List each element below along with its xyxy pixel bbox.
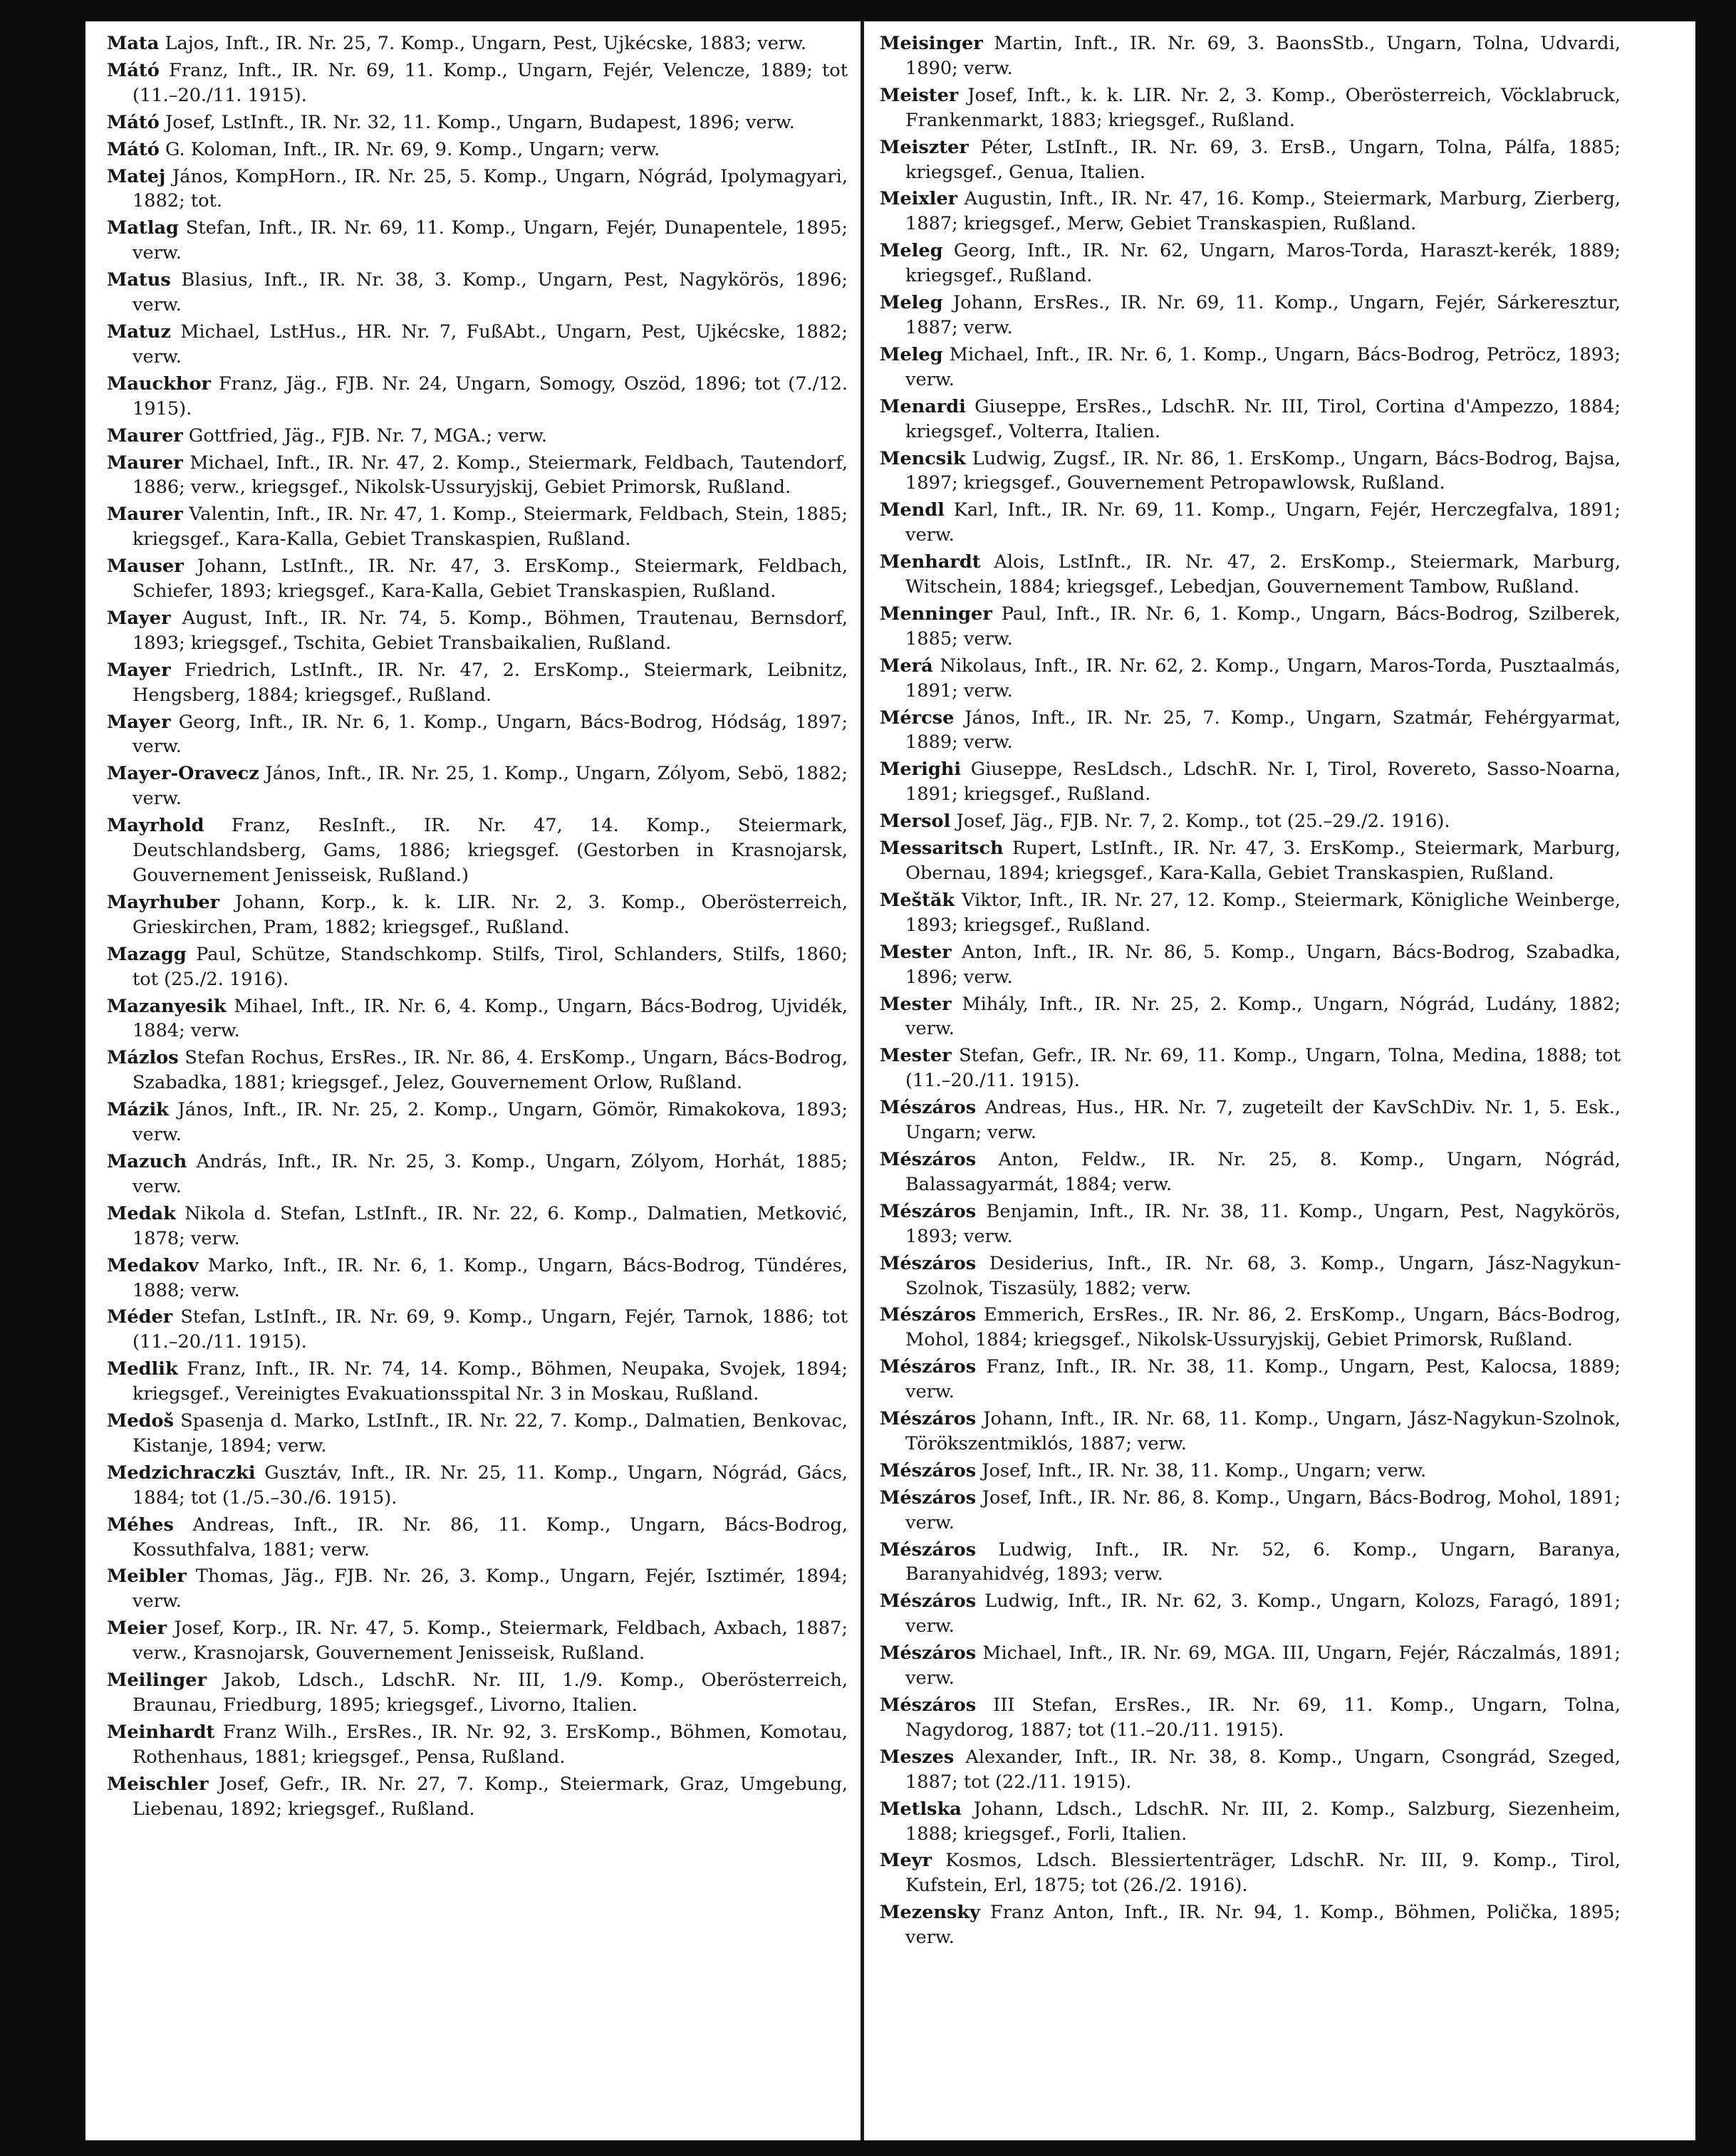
casualty-entry — [107, 1513, 848, 1563]
casualty-entry — [880, 447, 1621, 496]
entry-details: Anton, Feldw., IR. Nr. 25, 8. Komp., Ungarn, Nógrád, Balassagyarmát, 1884; verw. — [905, 1148, 1621, 1195]
entry-surname: Metlska — [880, 1798, 962, 1820]
entry-surname: Maurer — [107, 504, 183, 526]
casualty-entry — [880, 1848, 1621, 1898]
entry-surname: Matej — [107, 165, 166, 187]
casualty-entry — [880, 1589, 1621, 1639]
casualty-entry — [107, 1046, 848, 1095]
entry-details: Georg, Inft., IR. Nr. 6, 1. Komp., Ungarn, Bács-Bodrog, Hódság, 1897; verw. — [132, 711, 848, 758]
entry-details: Josef, Inft., k. k. LIR. Nr. 2, 3. Komp., Oberösterreich, Vöcklabruck, Frankenmarkt, 1883; kriegsgef., Rußland. — [905, 84, 1621, 131]
entry-details: Viktor, Inft., IR. Nr. 27, 12. Komp., Steiermark, Königliche Weinberge, 1893; kriegsgef., Rußland. — [905, 889, 1621, 936]
casualty-entry — [107, 372, 848, 422]
entry-details: János, Inft., IR. Nr. 25, 2. Komp., Ungarn, Gömör, Rimakokova, 1893; verw. — [132, 1099, 848, 1146]
casualty-entry — [107, 1098, 848, 1147]
casualty-entry — [107, 1409, 848, 1459]
entry-surname: Meiszter — [880, 136, 969, 158]
entry-surname: Mészáros — [880, 1538, 977, 1561]
entry-details: Ludwig, Inft., IR. Nr. 52, 6. Komp., Ungarn, Baranya, Baranyahidvég, 1893; verw. — [905, 1538, 1621, 1585]
casualty-entry — [880, 1303, 1621, 1353]
casualty-entry — [880, 1693, 1621, 1743]
entry-details: Desiderius, Inft., IR. Nr. 68, 3. Komp., Ungarn, Jász-Nagykun-Szolnok, Tiszasüly, 1882; verw. — [905, 1252, 1621, 1299]
casualty-entry — [107, 268, 848, 318]
casualty-entry — [880, 1641, 1621, 1691]
entry-details: Franz, Inft., IR. Nr. 74, 14. Komp., Böhmen, Neupaka, Svojek, 1894; kriegsgef., Vereinigtes Evakuationsspital Nr. 3 in Moskau, Rußland. — [132, 1358, 848, 1405]
entry-details: Ludwig, Zugsf., IR. Nr. 86, 1. ErsKomp., Ungarn, Bács-Bodrog, Bajsa, 1897; kriegsgef., Gouvernement Petropawlowsk, Rußland. — [905, 447, 1621, 494]
entry-surname: Meyr — [880, 1850, 932, 1872]
entry-details: Franz, Inft., IR. Nr. 69, 11. Komp., Ungarn, Fejér, Velencze, 1889; tot (11.–20./11. 1915). — [132, 59, 848, 106]
casualty-entry — [107, 1668, 848, 1718]
entry-details: Johann, ErsRes., IR. Nr. 69, 11. Komp., Ungarn, Fejér, Sárkeresztur, 1887; verw. — [905, 292, 1621, 338]
casualty-entry — [880, 498, 1621, 548]
entry-details: Marko, Inft., IR. Nr. 6, 1. Komp., Ungarn, Bács-Bodrog, Tündéres, 1888; verw. — [132, 1254, 848, 1301]
casualty-entry — [880, 550, 1621, 600]
entry-details: Franz Anton, Inft., IR. Nr. 94, 1. Komp., Böhmen, Polička, 1895; verw. — [905, 1902, 1621, 1949]
entry-surname: Mészáros — [880, 1252, 977, 1274]
entry-details: Stefan, Gefr., IR. Nr. 69, 11. Komp., Ungarn, Tolna, Medina, 1888; tot (11.–20./11. 1915). — [905, 1045, 1621, 1092]
casualty-entry — [107, 942, 848, 992]
entry-surname: Mészáros — [880, 1148, 977, 1170]
entry-surname: Mezensky — [880, 1902, 981, 1924]
entry-details: August, Inft., IR. Nr. 74, 5. Komp., Böhmen, Trautenau, Bernsdorf, 1893; kriegsgef., Tschita, Gebiet Transbaikalien, Rußland. — [132, 607, 848, 654]
entry-surname: Mészáros — [880, 1590, 977, 1613]
entry-surname: Mayer-Oravecz — [107, 763, 259, 785]
entry-surname: Mázik — [107, 1099, 169, 1121]
casualty-entry — [107, 58, 848, 108]
entry-surname: Mencsik — [880, 447, 966, 469]
entry-details: Giuseppe, ResLdsch., LdschR. Nr. I, Tirol, Rovereto, Sasso-Noarna, 1891; kriegsgef., Rußland. — [905, 759, 1621, 806]
casualty-entry — [107, 320, 848, 370]
entry-surname: Mayrhold — [107, 815, 204, 837]
entry-details: Johann, Ldsch., LdschR. Nr. III, 2. Komp., Salzburg, Siezenheim, 1888; kriegsgef., Forli, Italien. — [905, 1798, 1621, 1845]
entry-surname: Messaritsch — [880, 838, 1004, 860]
entry-surname: Mayrhuber — [107, 891, 220, 913]
entry-surname: Mészáros — [880, 1200, 977, 1222]
entry-surname: Mayer — [107, 659, 171, 681]
entry-surname: Meibler — [107, 1566, 187, 1588]
entry-surname: Mendl — [880, 499, 945, 521]
entry-surname: Medoš — [107, 1410, 174, 1432]
casualty-entry — [880, 187, 1621, 236]
casualty-entry — [880, 1251, 1621, 1301]
casualty-entry — [880, 1797, 1621, 1847]
entry-surname: Mauser — [107, 556, 184, 578]
entry-details: Blasius, Inft., IR. Nr. 38, 3. Komp., Ungarn, Pest, Nagykörös, 1896; verw. — [132, 269, 848, 316]
casualty-entry — [107, 761, 848, 811]
entry-surname: Matuz — [107, 321, 171, 343]
entry-details: Franz, ResInft., IR. Nr. 47, 14. Komp., Steiermark, Deutschlandsberg, Gams, 1886; kriegsgef. (Gestorben in Krasnojarsk, Gouvernement Jenisseisk, Rußland.) — [132, 815, 848, 886]
casualty-entry — [107, 994, 848, 1044]
casualty-entry — [880, 291, 1621, 340]
entry-details: Michael, Inft., IR. Nr. 69, MGA. III, Ungarn, Fejér, Ráczalmás, 1891; verw. — [905, 1642, 1621, 1689]
casualty-entry — [880, 1900, 1621, 1950]
entry-details: Josef, Jäg., FJB. Nr. 7, 2. Komp., tot (25.–29./2. 1916). — [956, 811, 1450, 833]
entry-details: Michael, Inft., IR. Nr. 6, 1. Komp., Ungarn, Bács-Bodrog, Petröcz, 1893; verw. — [905, 343, 1621, 390]
entry-surname: Mészáros — [880, 1408, 977, 1430]
casualty-entry — [107, 110, 848, 135]
casualty-entry — [880, 239, 1621, 288]
entry-surname: Maurer — [107, 452, 183, 474]
entry-details: Josef, LstInft., IR. Nr. 32, 11. Komp., Ungarn, Budapest, 1896; verw. — [165, 111, 795, 133]
entry-surname: Mátó — [107, 111, 160, 133]
entry-surname: Medak — [107, 1202, 176, 1224]
casualty-entry — [107, 554, 848, 604]
entry-surname: Meinhardt — [107, 1721, 215, 1743]
casualty-entry — [880, 836, 1621, 886]
casualty-entry — [880, 940, 1621, 990]
entry-surname: Merá — [880, 655, 933, 677]
casualty-entry — [880, 809, 1621, 834]
entry-details: János, KompHorn., IR. Nr. 25, 5. Komp., Ungarn, Nógrád, Ipolymagyari, 1882; tot. — [132, 165, 848, 212]
casualty-entry — [880, 31, 1621, 81]
entry-details: Johann, Inft., IR. Nr. 68, 11. Komp., Ungarn, Jász-Nagykun-Szolnok, Törökszentmiklós, 1887; verw. — [905, 1408, 1621, 1454]
casualty-entry — [107, 424, 848, 449]
entry-details: János, Inft., IR. Nr. 25, 1. Komp., Ungarn, Zólyom, Sebö, 1882; verw. — [132, 763, 848, 810]
entry-details: Rupert, LstInft., IR. Nr. 47, 3. ErsKomp., Steiermark, Marburg, Obernau, 1894; kriegsgef., Kara-Kalla, Gebiet Transkaspien, Rußland. — [905, 838, 1621, 884]
entry-details: Stefan, LstInft., IR. Nr. 69, 9. Komp., Ungarn, Fejér, Tarnok, 1886; tot (11.–20./11. 1915). — [132, 1306, 848, 1353]
entry-details: Franz, Jäg., FJB. Nr. 24, Ungarn, Somogy, Oszöd, 1896; tot (7./12. 1915). — [132, 373, 848, 420]
casualty-entry — [880, 1538, 1621, 1588]
entry-details: Ludwig, Inft., IR. Nr. 62, 3. Komp., Ungarn, Kolozs, Faragó, 1891; verw. — [905, 1590, 1621, 1637]
entry-details: G. Koloman, Inft., IR. Nr. 69, 9. Komp., Ungarn; verw. — [165, 138, 660, 160]
entry-surname: Mester — [880, 1045, 952, 1067]
casualty-entry — [107, 1150, 848, 1199]
right-column — [880, 31, 1621, 1952]
casualty-entry — [880, 135, 1621, 185]
entry-surname: Mayer — [107, 607, 171, 629]
entry-details: Josef, Korp., IR. Nr. 47, 5. Komp., Steiermark, Feldbach, Axbach, 1887; verw., Krasnojarsk, Gouvernement Jenisseisk, Rußland. — [132, 1618, 848, 1665]
entry-details: András, Inft., IR. Nr. 25, 3. Komp., Ungarn, Zólyom, Horhát, 1885; verw. — [132, 1150, 848, 1197]
casualty-entry — [880, 1355, 1621, 1405]
entry-details: Josef, Inft., IR. Nr. 86, 8. Komp., Ungarn, Bács-Bodrog, Mohol, 1891; verw. — [905, 1486, 1621, 1533]
casualty-entry — [880, 654, 1621, 704]
entry-details: Paul, Inft., IR. Nr. 6, 1. Komp., Ungarn, Bács-Bodrog, Szilberek, 1885; verw. — [905, 603, 1621, 650]
entry-surname: Meleg — [880, 240, 943, 262]
entry-surname: Meischler — [107, 1773, 209, 1795]
entry-details: Michael, Inft., IR. Nr. 47, 2. Komp., Steiermark, Feldbach, Tautendorf, 1886; verw., kriegsgef., Nikolsk-Ussuryjskij, Gebiet Primorsk, Rußland. — [132, 452, 848, 499]
casualty-entry — [880, 83, 1621, 133]
casualty-entry — [107, 31, 848, 56]
casualty-entry — [880, 757, 1621, 807]
entry-surname: Meštăk — [880, 889, 955, 911]
entry-surname: Mércse — [880, 707, 955, 729]
entry-details: Johann, Korp., k. k. LIR. Nr. 2, 3. Komp., Oberösterreich, Grieskirchen, Pram, 1882; kriegsgef., Rußland. — [132, 891, 848, 938]
entry-details: Nikolaus, Inft., IR. Nr. 62, 2. Komp., Ungarn, Maros-Torda, Pusztaalmás, 1891; verw. — [905, 655, 1621, 702]
entry-surname: Maurer — [107, 425, 183, 447]
casualty-entry — [107, 1305, 848, 1355]
entry-surname: Meier — [107, 1618, 167, 1640]
entry-surname: Matus — [107, 269, 171, 291]
entry-details: Alois, LstInft., IR. Nr. 47, 2. ErsKomp., Steiermark, Marburg, Witschein, 1884; kriegsgef., Lebedjan, Gouvernement Tambow, Rußland. — [905, 551, 1621, 598]
entry-details: Jakob, Ldsch., LdschR. Nr. III, 1./9. Komp., Oberösterreich, Braunau, Friedburg, 1895; kriegsgef., Livorno, Italien. — [132, 1670, 848, 1716]
entry-details: Georg, Inft., IR. Nr. 62, Ungarn, Maros-Torda, Haraszt-kerék, 1889; kriegsgef., Rußland. — [905, 240, 1621, 287]
casualty-entry — [880, 706, 1621, 756]
casualty-entry — [880, 1407, 1621, 1457]
entry-details: Spasenja d. Marko, LstInft., IR. Nr. 22, 7. Komp., Dalmatien, Benkovac, Kistanje, 1894; verw. — [132, 1410, 848, 1457]
entry-details: Josef, Gefr., IR. Nr. 27, 7. Komp., Steiermark, Graz, Umgebung, Liebenau, 1892; kriegsgef., Rußland. — [132, 1773, 848, 1820]
entry-details: Mihály, Inft., IR. Nr. 25, 2. Komp., Ungarn, Nógrád, Ludány, 1882; verw. — [905, 993, 1621, 1040]
left-column — [107, 31, 848, 1824]
casualty-entry — [880, 1147, 1621, 1197]
casualty-entry — [107, 1202, 848, 1251]
casualty-entry — [880, 1095, 1621, 1145]
entry-surname: Menninger — [880, 603, 992, 625]
casualty-entry — [107, 710, 848, 760]
casualty-entry — [107, 890, 848, 940]
entry-details: Andreas, Hus., HR. Nr. 7, zugeteilt der KavSchDiv. Nr. 1, 5. Esk., Ungarn; verw. — [905, 1097, 1621, 1144]
casualty-entry — [107, 1461, 848, 1511]
casualty-entry — [880, 1745, 1621, 1795]
entry-surname: Mészáros — [880, 1642, 977, 1665]
casualty-entry — [107, 502, 848, 552]
entry-details: III Stefan, ErsRes., IR. Nr. 69, 11. Komp., Ungarn, Tolna, Nagydorog, 1887; tot (11.–20./11. 1915). — [905, 1694, 1621, 1741]
entry-details: Mihael, Inft., IR. Nr. 6, 4. Komp., Ungarn, Bács-Bodrog, Ujvidék, 1884; verw. — [132, 995, 848, 1042]
casualty-entry — [880, 992, 1621, 1042]
entry-details: Augustin, Inft., IR. Nr. 47, 16. Komp., Steiermark, Marburg, Zierberg, 1887; kriegsgef., Merw, Gebiet Transkaspien, Rußland. — [905, 188, 1621, 235]
casualty-entry — [880, 343, 1621, 392]
casualty-entry — [880, 602, 1621, 652]
entry-surname: Mészáros — [880, 1486, 977, 1509]
casualty-entry — [107, 658, 848, 708]
entry-details: Gusztáv, Inft., IR. Nr. 25, 11. Komp., Ungarn, Nógrád, Gács, 1884; tot (1./5.–30./6. 1915). — [132, 1462, 848, 1509]
entry-surname: Meszes — [880, 1746, 955, 1768]
entry-surname: Mester — [880, 993, 952, 1015]
casualty-entry — [107, 1254, 848, 1303]
entry-details: Péter, LstInft., IR. Nr. 69, 3. ErsB., Ungarn, Tolna, Pálfa, 1885; kriegsgef., Genua, Italien. — [905, 136, 1621, 183]
casualty-entry — [107, 1357, 848, 1407]
entry-surname: Meixler — [880, 188, 958, 210]
entry-details: Stefan Rochus, ErsRes., IR. Nr. 86, 4. ErsKomp., Ungarn, Bács-Bodrog, Szabadka, 1881; kriegsgef., Jelez, Gouvernement Orlow, Rußland. — [132, 1047, 848, 1094]
entry-surname: Mészáros — [880, 1356, 977, 1378]
entry-surname: Mészáros — [880, 1097, 977, 1119]
entry-details: Lajos, Inft., IR. Nr. 25, 7. Komp., Ungarn, Pest, Ujkécske, 1883; verw. — [165, 33, 807, 54]
entry-surname: Meleg — [880, 343, 943, 365]
entry-details: Giuseppe, ErsRes., LdschR. Nr. III, Tirol, Cortina d'Ampezzo, 1884; kriegsgef., Volterra, Italien. — [905, 395, 1621, 442]
entry-surname: Mayer — [107, 711, 171, 733]
entry-surname: Meisinger — [880, 33, 983, 54]
casualty-entry — [107, 813, 848, 888]
casualty-entry — [107, 1616, 848, 1666]
entry-details: Gottfried, Jäg., FJB. Nr. 7, MGA.; verw. — [188, 425, 547, 447]
casualty-entry — [880, 395, 1621, 444]
casualty-entry — [880, 888, 1621, 938]
entry-details: Alexander, Inft., IR. Nr. 38, 8. Komp., Ungarn, Csongrád, Szeged, 1887; tot (22./11. 1915). — [905, 1746, 1621, 1793]
entry-details: Thomas, Jäg., FJB. Nr. 26, 3. Komp., Ungarn, Fejér, Isztimér, 1894; verw. — [132, 1566, 848, 1613]
entry-surname: Mazagg — [107, 943, 187, 965]
entry-surname: Méhes — [107, 1514, 174, 1536]
entry-surname: Medlik — [107, 1358, 178, 1380]
casualty-entry — [880, 1199, 1621, 1249]
entry-surname: Menhardt — [880, 551, 981, 573]
entry-details: Karl, Inft., IR. Nr. 69, 11. Komp., Ungarn, Fejér, Herczegfalva, 1891; verw. — [905, 499, 1621, 546]
entry-details: Benjamin, Inft., IR. Nr. 38, 11. Komp., Ungarn, Pest, Nagykörös, 1893; verw. — [905, 1200, 1621, 1247]
entry-details: Michael, LstHus., HR. Nr. 7, FußAbt., Ungarn, Pest, Ujkécske, 1882; verw. — [132, 321, 848, 368]
entry-surname: Mata — [107, 33, 160, 54]
entry-details: Johann, LstInft., IR. Nr. 47, 3. ErsKomp., Steiermark, Feldbach, Schiefer, 1893; kriegsgef., Kara-Kalla, Gebiet Transkaspien, Rußland. — [132, 556, 848, 603]
entry-surname: Mersol — [880, 811, 951, 833]
casualty-entry — [107, 165, 848, 214]
entry-details: János, Inft., IR. Nr. 25, 7. Komp., Ungarn, Szatmár, Fehérgyarmat, 1889; verw. — [905, 707, 1621, 754]
entry-details: Andreas, Inft., IR. Nr. 86, 11. Komp., Ungarn, Bács-Bodrog, Kossuthfalva, 1881; verw. — [132, 1514, 848, 1561]
casualty-entry — [107, 1564, 848, 1614]
entry-surname: Mészáros — [880, 1694, 977, 1716]
entry-surname: Mészáros — [880, 1459, 977, 1481]
entry-details: Martin, Inft., IR. Nr. 69, 3. BaonsStb., Ungarn, Tolna, Udvardi, 1890; verw. — [905, 33, 1621, 79]
casualty-entry — [107, 137, 848, 162]
entry-surname: Mester — [880, 941, 952, 963]
entry-surname: Meleg — [880, 292, 943, 314]
entry-surname: Méder — [107, 1306, 173, 1328]
entry-surname: Meister — [880, 84, 959, 106]
entry-details: Friedrich, LstInft., IR. Nr. 47, 2. ErsKomp., Steiermark, Leibnitz, Hengsberg, 1884; kriegsgef., Rußland. — [132, 659, 848, 706]
entry-details: Paul, Schütze, Standschkomp. Stilfs, Tirol, Schlanders, Stilfs, 1860; tot (25./2. 1916). — [132, 943, 848, 990]
entry-details: Franz, Inft., IR. Nr. 38, 11. Komp., Ungarn, Pest, Kalocsa, 1889; verw. — [905, 1356, 1621, 1403]
entry-details: Josef, Inft., IR. Nr. 38, 11. Komp., Ungarn; verw. — [982, 1459, 1427, 1481]
entry-surname: Medzichraczki — [107, 1462, 256, 1484]
entry-surname: Meilinger — [107, 1670, 207, 1692]
casualty-entry — [107, 606, 848, 656]
entry-surname: Mazanyesik — [107, 995, 227, 1017]
entry-details: Anton, Inft., IR. Nr. 86, 5. Komp., Ungarn, Bács-Bodrog, Szabadka, 1896; verw. — [905, 941, 1621, 988]
entry-details: Franz Wilh., ErsRes., IR. Nr. 92, 3. ErsKomp., Böhmen, Komotau, Rothenhaus, 1881; kriegsgef., Pensa, Rußland. — [132, 1721, 848, 1768]
casualty-entry — [880, 1043, 1621, 1093]
casualty-entry — [880, 1486, 1621, 1536]
casualty-entry — [880, 1459, 1621, 1484]
entry-surname: Mátó — [107, 138, 160, 160]
entry-surname: Menardi — [880, 395, 966, 417]
entry-surname: Mázlos — [107, 1047, 179, 1069]
entry-surname: Mauckhor — [107, 373, 212, 395]
entry-details: Emmerich, ErsRes., IR. Nr. 86, 2. ErsKomp., Ungarn, Bács-Bodrog, Mohol, 1884; kriegsgef., Nikolsk-Ussuryjskij, Gebiet Primorsk, Rußland. — [905, 1304, 1621, 1351]
entry-surname: Matlag — [107, 217, 179, 239]
entry-details: Nikola d. Stefan, LstInft., IR. Nr. 22, 6. Komp., Dalmatien, Metković, 1878; verw. — [132, 1202, 848, 1249]
page — [85, 21, 1695, 2140]
casualty-entry — [107, 451, 848, 501]
entry-surname: Mazuch — [107, 1150, 187, 1172]
casualty-entry — [107, 216, 848, 266]
column-divider — [861, 21, 864, 2140]
entry-surname: Merighi — [880, 759, 962, 781]
entry-surname: Mészáros — [880, 1304, 977, 1326]
casualty-entry — [107, 1720, 848, 1770]
entry-details: Stefan, Inft., IR. Nr. 69, 11. Komp., Ungarn, Fejér, Dunapentele, 1895; verw. — [132, 217, 848, 264]
entry-details: Valentin, Inft., IR. Nr. 47, 1. Komp., Steiermark, Feldbach, Stein, 1885; kriegsgef., Kara-Kalla, Gebiet Transkaspien, Rußland. — [132, 504, 848, 551]
entry-surname: Mátó — [107, 59, 160, 81]
casualty-entry — [107, 1772, 848, 1822]
entry-surname: Medakov — [107, 1254, 199, 1276]
entry-details: Kosmos, Ldsch. Blessiertenträger, LdschR. Nr. III, 9. Komp., Tirol, Kufstein, Erl, 1875; tot (26./2. 1916). — [905, 1850, 1621, 1897]
